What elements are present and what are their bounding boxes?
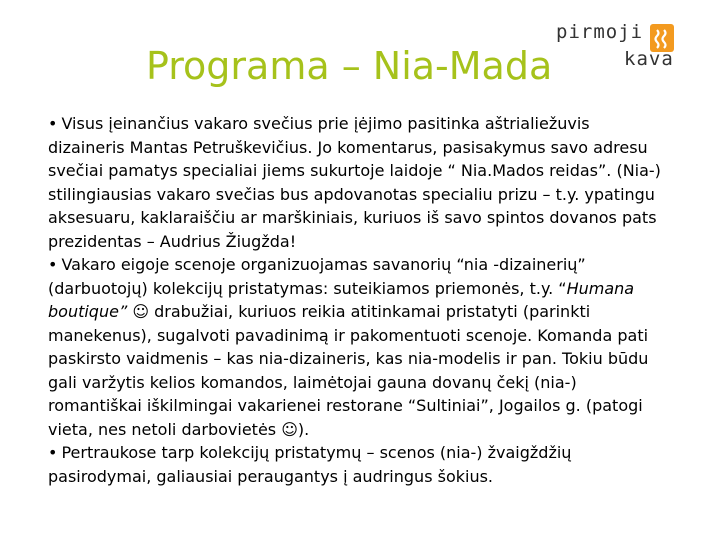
bullet: • <box>48 443 58 462</box>
logo-text-bottom: kava <box>624 48 674 70</box>
paragraph-guest-greeting <box>48 112 664 253</box>
page-title: Programa – Nia-Mada <box>146 44 553 88</box>
paragraph-text-before: Vakaro eigoje scenoje organizuojamas savanorių “nia -dizainerių” (darbuotojų) kolekcijų pristatymas: suteikiamos priemonės, t.y. “ <box>48 255 586 298</box>
paragraph-text: Visus įeinančius vakaro svečius prie įėjimo pasitinka aštrialiežuvis dizaineris Mantas Petruškevičius. Jo komentarus, pasisakymus savo adresu svečiai pamatys specialiai jiems sukurtoje laidoje “ Nia.Mados reidas”. (Nia-) stilingiausias vakaro svečias bus apdovanotas specialiu prizu – t.y. ypatingu aksesuaru, kaklaraiščiu ar marškiniais, kuriuos iš savo spintos dovanos pats prezidentas – Audrius Žiugžda! <box>48 114 661 251</box>
program-text <box>48 112 664 488</box>
paragraph-breaks-dance <box>48 441 664 488</box>
bullet: • <box>48 255 58 274</box>
paragraph-italic-brand: Humana boutique” <box>48 278 635 321</box>
paragraph-collection-show <box>48 253 664 441</box>
logo-text-top: pirmoji <box>556 21 644 43</box>
paragraph-text: Pertraukose tarp kolekcijų pristatymų – scenos (nia-) žvaigždžių pasirodymai, galiausiai peraugantys į audringus šokius. <box>48 443 572 486</box>
pirmoji-kava-logo <box>556 18 696 78</box>
bullet: • <box>48 114 58 133</box>
paragraph-text-after: ☺ drabužiai, kuriuos reikia atitinkamai pristatyti (parinkti manekenus), sugalvoti pavadinimą ir pakomentuoti scenoje. Komanda pati paskirsto vaidmenis – kas nia-dizaineris, kas nia-modelis ir pan. Tokiu būdu gali varžytis kelios komandos, laimėtojai gauna dovanų čekį (nia-) romantiškai iškilmingai vakarienei restorane “Sultiniai”, Jogailos g. (patogi vieta, nes netoli darbovietės ☺). <box>48 302 649 439</box>
